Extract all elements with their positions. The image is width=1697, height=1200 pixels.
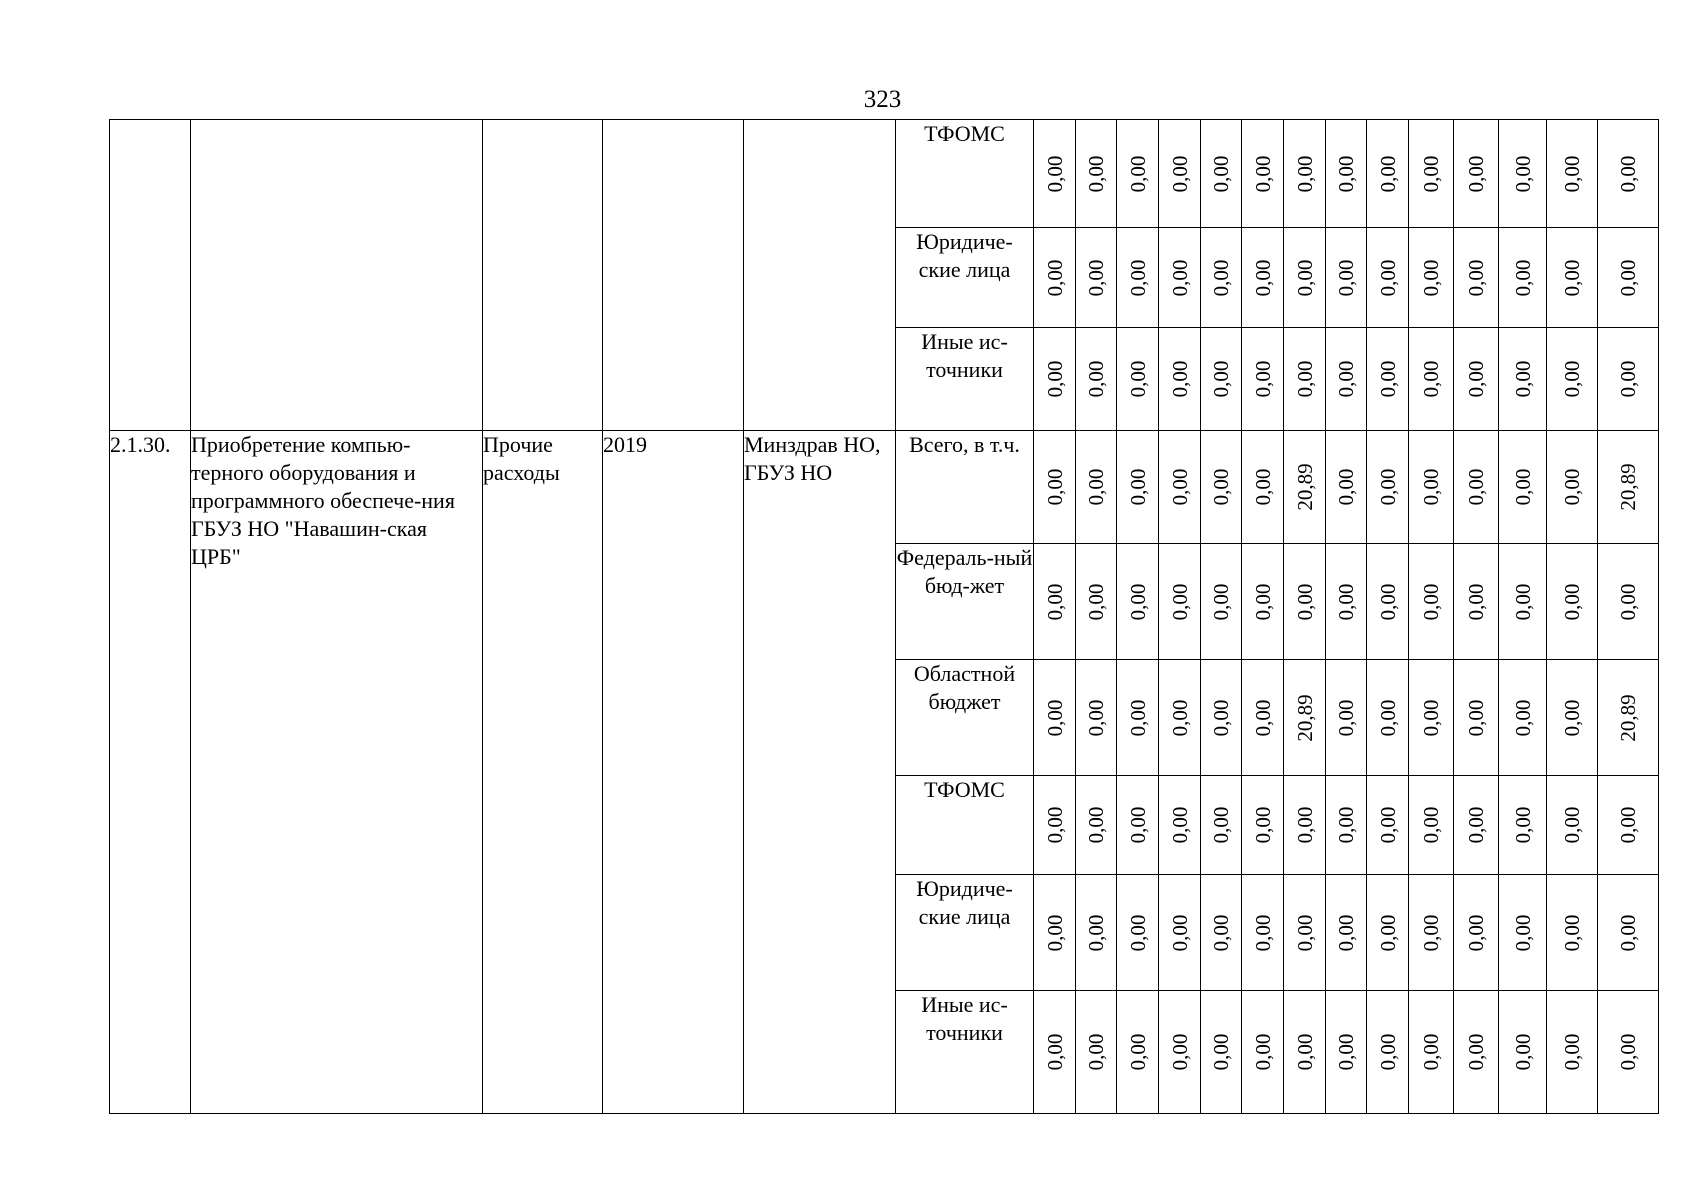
expense-type-empty-cell <box>483 120 603 431</box>
amount-value: 0,00 <box>1292 583 1317 620</box>
amount-cell <box>1242 228 1284 328</box>
executor-cell <box>744 431 896 1114</box>
amount-cell <box>1598 328 1659 431</box>
amount-value: 0,00 <box>1334 360 1358 398</box>
funding-source-cell <box>896 991 1034 1114</box>
amount-cell <box>1159 660 1201 776</box>
amount-cell <box>1598 431 1659 544</box>
amount-cell <box>1454 120 1499 228</box>
funding-source-label: Всего, в т.ч. <box>909 432 1020 457</box>
amount-value: 0,00 <box>1250 259 1275 296</box>
amount-cell <box>1499 328 1547 431</box>
amount-cell <box>1201 228 1242 328</box>
amount-value: 0,00 <box>1560 1033 1584 1071</box>
amount-cell <box>1201 431 1242 544</box>
expense-type-cell <box>483 431 603 1114</box>
table-row <box>110 120 1659 228</box>
amount-cell <box>1159 875 1201 991</box>
amount-cell <box>1076 544 1117 660</box>
amount-cell <box>1326 328 1367 431</box>
amount-cell <box>1076 328 1117 431</box>
amount-cell <box>1034 875 1076 991</box>
amount-cell <box>1034 991 1076 1114</box>
amount-cell <box>1117 328 1159 431</box>
amount-value: 0,00 <box>1510 699 1535 736</box>
amount-value: 0,00 <box>1616 806 1640 844</box>
amount-value: 0,00 <box>1292 806 1317 844</box>
amount-value: 0,00 <box>1125 259 1150 296</box>
amount-cell <box>1409 875 1454 991</box>
amount-value: 0,00 <box>1042 583 1067 620</box>
amount-cell <box>1499 875 1547 991</box>
funding-source-cell <box>896 431 1034 544</box>
amount-value: 0,00 <box>1334 699 1358 736</box>
amount-value: 0,00 <box>1167 155 1192 192</box>
amount-value: 0,00 <box>1209 360 1233 398</box>
amount-cell <box>1034 431 1076 544</box>
amount-value: 0,00 <box>1419 468 1443 506</box>
amount-value: 0,00 <box>1209 155 1233 192</box>
amount-cell <box>1201 328 1242 431</box>
amount-value: 0,00 <box>1084 914 1108 951</box>
amount-value: 0,00 <box>1375 914 1400 951</box>
amount-value: 0,00 <box>1042 914 1067 951</box>
amount-value: 0,00 <box>1419 699 1443 736</box>
amount-cell <box>1454 431 1499 544</box>
amount-value: 0,00 <box>1510 259 1535 296</box>
amount-cell <box>1284 328 1326 431</box>
amount-value: 0,00 <box>1084 806 1108 844</box>
amount-cell <box>1409 660 1454 776</box>
amount-cell <box>1284 544 1326 660</box>
amount-value: 0,00 <box>1042 806 1067 844</box>
executor-empty-cell <box>744 120 896 431</box>
amount-cell <box>1159 544 1201 660</box>
amount-cell <box>1201 875 1242 991</box>
amount-cell <box>1076 228 1117 328</box>
amount-cell <box>1499 991 1547 1114</box>
amount-value: 0,00 <box>1616 360 1640 398</box>
amount-value: 0,00 <box>1419 259 1443 296</box>
amount-value: 0,00 <box>1464 914 1488 951</box>
amount-cell <box>1242 544 1284 660</box>
amount-value: 0,00 <box>1510 1033 1535 1071</box>
amount-cell <box>1547 776 1598 875</box>
funding-source-cell <box>896 544 1034 660</box>
amount-value: 0,00 <box>1167 1033 1192 1071</box>
amount-cell <box>1598 120 1659 228</box>
funding-source-label: Иные ис-точники <box>921 329 1008 382</box>
amount-cell <box>1499 120 1547 228</box>
amount-value: 20,89 <box>1616 693 1640 742</box>
amount-value: 0,00 <box>1419 360 1443 398</box>
amount-cell <box>1326 875 1367 991</box>
amount-value: 0,00 <box>1375 468 1400 506</box>
amount-cell <box>1076 776 1117 875</box>
amount-value: 0,00 <box>1250 1033 1275 1071</box>
amount-cell <box>1117 120 1159 228</box>
amount-cell <box>1326 431 1367 544</box>
funding-source-label: Областной бюджет <box>913 661 1016 714</box>
amount-cell <box>1034 776 1076 875</box>
amount-value: 0,00 <box>1616 583 1640 620</box>
amount-value: 0,00 <box>1464 259 1488 296</box>
amount-value: 0,00 <box>1510 155 1535 192</box>
amount-value: 0,00 <box>1209 1033 1233 1071</box>
amount-value: 0,00 <box>1209 583 1233 620</box>
amount-value: 0,00 <box>1084 468 1108 506</box>
amount-cell <box>1367 776 1409 875</box>
amount-value: 0,00 <box>1167 259 1192 296</box>
amount-value: 0,00 <box>1292 259 1317 296</box>
amount-cell <box>1159 776 1201 875</box>
item-number-cell <box>110 431 191 1114</box>
amount-value: 0,00 <box>1375 259 1400 296</box>
amount-value: 0,00 <box>1167 360 1192 398</box>
amount-cell <box>1598 544 1659 660</box>
amount-cell <box>1454 544 1499 660</box>
amount-value: 0,00 <box>1560 155 1584 192</box>
amount-value: 0,00 <box>1616 1033 1640 1071</box>
amount-cell <box>1547 120 1598 228</box>
amount-value: 0,00 <box>1167 914 1192 951</box>
page-number: 323 <box>863 86 902 113</box>
amount-value: 0,00 <box>1616 155 1640 192</box>
amount-cell <box>1547 544 1598 660</box>
item-name-cell <box>191 431 483 1114</box>
amount-cell <box>1201 776 1242 875</box>
amount-cell <box>1284 991 1326 1114</box>
amount-cell <box>1598 875 1659 991</box>
amount-cell <box>1076 431 1117 544</box>
amount-value: 0,00 <box>1464 699 1488 736</box>
amount-value: 20,89 <box>1292 463 1317 511</box>
amount-value: 0,00 <box>1250 360 1275 398</box>
amount-cell <box>1034 544 1076 660</box>
amount-value: 0,00 <box>1510 583 1535 620</box>
amount-value: 0,00 <box>1209 914 1233 951</box>
item-name: Приобретение компью-терного оборудования и программного обеспече-ния ГБУЗ НО "Навашин-ская ЦРБ" <box>191 432 455 569</box>
amount-cell <box>1034 228 1076 328</box>
amount-value: 0,00 <box>1042 360 1067 398</box>
amount-value: 0,00 <box>1419 914 1443 951</box>
amount-cell <box>1034 328 1076 431</box>
amount-value: 0,00 <box>1334 1033 1358 1071</box>
amount-value: 0,00 <box>1084 699 1108 736</box>
amount-value: 0,00 <box>1419 583 1443 620</box>
amount-cell <box>1547 328 1598 431</box>
amount-cell <box>1159 431 1201 544</box>
year-cell <box>603 431 744 1114</box>
amount-value: 0,00 <box>1125 699 1150 736</box>
amount-value: 0,00 <box>1209 468 1233 506</box>
amount-cell <box>1117 431 1159 544</box>
amount-value: 0,00 <box>1042 155 1067 192</box>
amount-cell <box>1201 544 1242 660</box>
amount-cell <box>1242 991 1284 1114</box>
amount-cell <box>1409 328 1454 431</box>
amount-value: 0,00 <box>1375 699 1400 736</box>
amount-value: 0,00 <box>1125 1033 1150 1071</box>
amount-value: 0,00 <box>1084 583 1108 620</box>
amount-value: 0,00 <box>1125 583 1150 620</box>
amount-cell <box>1409 431 1454 544</box>
amount-value: 0,00 <box>1209 259 1233 296</box>
amount-cell <box>1499 544 1547 660</box>
amount-value: 0,00 <box>1209 699 1233 736</box>
amount-cell <box>1201 991 1242 1114</box>
amount-cell <box>1367 991 1409 1114</box>
funding-source-label: Федераль-ный бюд-жет <box>896 545 1033 598</box>
amount-cell <box>1409 120 1454 228</box>
amount-value: 0,00 <box>1560 468 1584 506</box>
amount-value: 0,00 <box>1209 806 1233 844</box>
amount-value: 0,00 <box>1375 1033 1400 1071</box>
funding-source-label: Иные ис-точники <box>921 992 1008 1045</box>
amount-cell <box>1547 228 1598 328</box>
amount-cell <box>1117 875 1159 991</box>
amount-value: 0,00 <box>1560 360 1584 398</box>
amount-cell <box>1547 875 1598 991</box>
funding-source-label: ТФОМС <box>924 121 1005 146</box>
amount-cell <box>1242 660 1284 776</box>
amount-value: 0,00 <box>1292 360 1317 398</box>
amount-value: 0,00 <box>1167 806 1192 844</box>
amount-value: 0,00 <box>1334 259 1358 296</box>
amount-value: 0,00 <box>1125 155 1150 192</box>
amount-cell <box>1242 120 1284 228</box>
amount-cell <box>1201 120 1242 228</box>
amount-cell <box>1499 776 1547 875</box>
amount-cell <box>1159 120 1201 228</box>
amount-cell <box>1547 431 1598 544</box>
amount-cell <box>1242 776 1284 875</box>
year-empty-cell <box>603 120 744 431</box>
amount-value: 0,00 <box>1616 259 1640 296</box>
amount-cell <box>1326 991 1367 1114</box>
amount-value: 0,00 <box>1125 806 1150 844</box>
amount-cell <box>1117 660 1159 776</box>
amount-cell <box>1159 991 1201 1114</box>
item-number: 2.1.30. <box>110 432 171 457</box>
amount-cell <box>1034 120 1076 228</box>
amount-cell <box>1076 875 1117 991</box>
amount-value: 0,00 <box>1250 155 1275 192</box>
amount-value: 0,00 <box>1292 1033 1317 1071</box>
amount-value: 0,00 <box>1419 155 1443 192</box>
amount-cell <box>1284 431 1326 544</box>
amount-value: 0,00 <box>1464 155 1488 192</box>
amount-value: 0,00 <box>1464 583 1488 620</box>
amount-value: 0,00 <box>1510 468 1535 506</box>
amount-cell <box>1284 660 1326 776</box>
amount-cell <box>1409 544 1454 660</box>
amount-value: 0,00 <box>1616 914 1640 951</box>
amount-value: 0,00 <box>1334 583 1358 620</box>
funding-source-label: Юридиче-ские лица <box>916 229 1013 282</box>
amount-value: 0,00 <box>1042 699 1067 736</box>
amount-cell <box>1076 120 1117 228</box>
amount-value: 0,00 <box>1250 468 1275 506</box>
year: 2019 <box>603 432 647 457</box>
amount-cell <box>1454 228 1499 328</box>
amount-value: 0,00 <box>1419 806 1443 844</box>
amount-value: 0,00 <box>1042 1033 1067 1071</box>
amount-value: 0,00 <box>1510 806 1535 844</box>
amount-cell <box>1409 228 1454 328</box>
amount-cell <box>1367 120 1409 228</box>
amount-value: 0,00 <box>1560 259 1584 296</box>
amount-value: 0,00 <box>1042 468 1067 506</box>
amount-cell <box>1499 660 1547 776</box>
amount-value: 0,00 <box>1560 914 1584 951</box>
amount-value: 0,00 <box>1125 360 1150 398</box>
funding-source-label: Юридиче-ские лица <box>916 876 1013 929</box>
amount-value: 0,00 <box>1084 259 1108 296</box>
amount-cell <box>1409 991 1454 1114</box>
expense-type: Прочие расходы <box>483 432 560 485</box>
amount-cell <box>1499 228 1547 328</box>
amount-cell <box>1242 328 1284 431</box>
amount-value: 0,00 <box>1334 806 1358 844</box>
item-number-empty-cell <box>110 120 191 431</box>
amount-value: 0,00 <box>1375 583 1400 620</box>
amount-value: 0,00 <box>1419 1033 1443 1071</box>
amount-value: 0,00 <box>1125 468 1150 506</box>
amount-value: 0,00 <box>1510 360 1535 398</box>
amount-value: 0,00 <box>1560 699 1584 736</box>
amount-cell <box>1284 228 1326 328</box>
funding-source-cell <box>896 228 1034 328</box>
amount-cell <box>1117 544 1159 660</box>
funding-source-cell <box>896 120 1034 228</box>
amount-value: 0,00 <box>1334 914 1358 951</box>
amount-value: 0,00 <box>1250 583 1275 620</box>
amount-cell <box>1367 328 1409 431</box>
amount-cell <box>1076 991 1117 1114</box>
amount-cell <box>1284 875 1326 991</box>
amount-value: 0,00 <box>1292 914 1317 951</box>
funding-source-cell <box>896 776 1034 875</box>
amount-cell <box>1076 660 1117 776</box>
amount-value: 0,00 <box>1250 699 1275 736</box>
amount-cell <box>1598 776 1659 875</box>
amount-cell <box>1547 660 1598 776</box>
amount-cell <box>1454 776 1499 875</box>
amount-value: 0,00 <box>1464 806 1488 844</box>
amount-value: 0,00 <box>1334 155 1358 192</box>
funding-source-cell <box>896 875 1034 991</box>
budget-table <box>109 119 1659 1114</box>
amount-cell <box>1326 660 1367 776</box>
amount-cell <box>1117 991 1159 1114</box>
amount-cell <box>1284 776 1326 875</box>
amount-cell <box>1454 328 1499 431</box>
amount-value: 0,00 <box>1464 1033 1488 1071</box>
amount-cell <box>1034 660 1076 776</box>
executor: Минздрав НО, ГБУЗ НО <box>744 432 881 485</box>
amount-cell <box>1598 228 1659 328</box>
table-row <box>110 431 1659 544</box>
amount-value: 0,00 <box>1084 360 1108 398</box>
amount-cell <box>1201 660 1242 776</box>
amount-value: 0,00 <box>1560 583 1584 620</box>
amount-cell <box>1598 660 1659 776</box>
amount-value: 0,00 <box>1375 360 1400 398</box>
amount-value: 0,00 <box>1510 914 1535 951</box>
amount-value: 0,00 <box>1167 699 1192 736</box>
amount-value: 0,00 <box>1375 806 1400 844</box>
amount-cell <box>1547 991 1598 1114</box>
amount-cell <box>1409 776 1454 875</box>
amount-cell <box>1454 875 1499 991</box>
amount-value: 0,00 <box>1560 806 1584 844</box>
amount-value: 0,00 <box>1167 583 1192 620</box>
amount-value: 0,00 <box>1167 468 1192 506</box>
funding-source-cell <box>896 328 1034 431</box>
amount-value: 0,00 <box>1292 155 1317 192</box>
amount-cell <box>1454 991 1499 1114</box>
amount-value: 0,00 <box>1375 155 1400 192</box>
amount-cell <box>1454 660 1499 776</box>
amount-value: 0,00 <box>1250 914 1275 951</box>
amount-cell <box>1159 328 1201 431</box>
amount-cell <box>1159 228 1201 328</box>
amount-cell <box>1242 431 1284 544</box>
amount-cell <box>1326 776 1367 875</box>
amount-cell <box>1326 228 1367 328</box>
amount-cell <box>1242 875 1284 991</box>
amount-cell <box>1367 431 1409 544</box>
amount-value: 0,00 <box>1125 914 1150 951</box>
amount-value: 0,00 <box>1084 155 1108 192</box>
amount-cell <box>1326 120 1367 228</box>
amount-value: 0,00 <box>1084 1033 1108 1071</box>
amount-value: 0,00 <box>1464 360 1488 398</box>
amount-cell <box>1117 228 1159 328</box>
amount-cell <box>1326 544 1367 660</box>
amount-cell <box>1367 660 1409 776</box>
amount-cell <box>1117 776 1159 875</box>
item-name-empty-cell <box>191 120 483 431</box>
amount-cell <box>1499 431 1547 544</box>
amount-value: 20,89 <box>1616 463 1640 511</box>
amount-value: 0,00 <box>1464 468 1488 506</box>
funding-source-cell <box>896 660 1034 776</box>
amount-cell <box>1284 120 1326 228</box>
funding-source-label: ТФОМС <box>924 777 1005 802</box>
amount-value: 0,00 <box>1250 806 1275 844</box>
amount-value: 20,89 <box>1292 693 1317 742</box>
amount-cell <box>1598 991 1659 1114</box>
amount-cell <box>1367 875 1409 991</box>
amount-cell <box>1367 228 1409 328</box>
amount-value: 0,00 <box>1334 468 1358 506</box>
amount-value: 0,00 <box>1042 259 1067 296</box>
amount-cell <box>1367 544 1409 660</box>
